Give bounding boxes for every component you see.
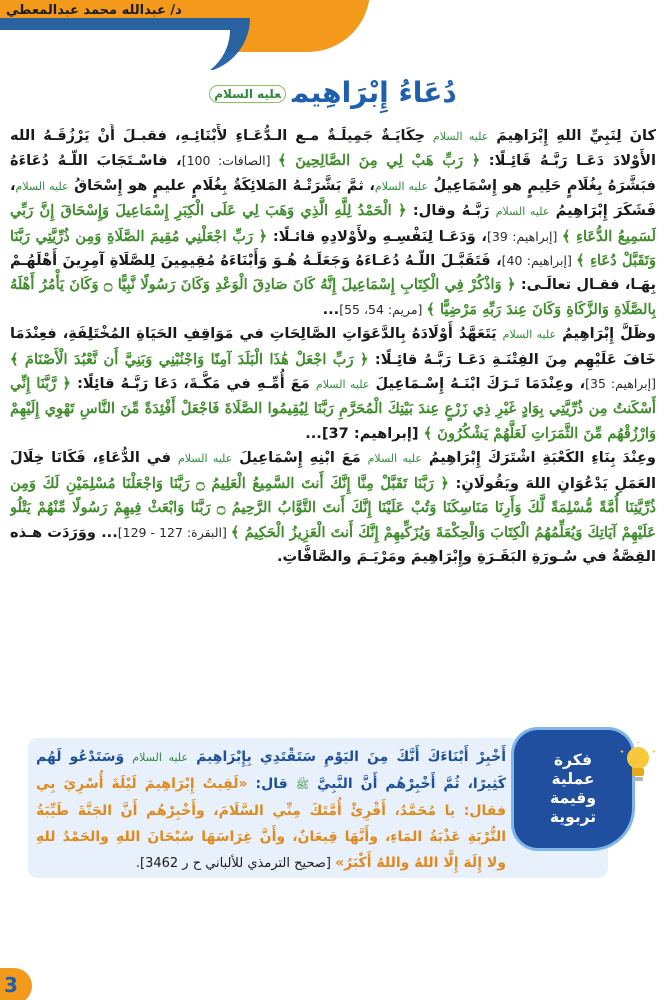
- text-run: كانَ لِنَبِيِّ اللهِ إِبْرَاهِيمَ: [488, 127, 656, 144]
- quran-verse: ﴿ رَبِّ اجْعَلْ هَٰذَا الْبَلَدَ آمِنًا وَاجْنُبْنِي وَبَنِيَّ أَن نَّعْبُدَ الْأَصْنَامَ ﴾: [10, 350, 369, 368]
- page-header: [0, 0, 666, 70]
- tip-box-text: [36, 744, 506, 877]
- story-paragraph: [10, 124, 656, 322]
- honorific: عليه السلام: [315, 378, 370, 392]
- text-run: ، فَتَقَبَّـلَ اللّـهُ دُعَـاءَهُ وَجَعَلَـهُ هُـوَ وَأَبْنَاءَهُ مُقِيمِينَ لِلصَّلَاةِ آمِرِينَ أَهْلَهُـمْ بِهَـا، فقـال تعالَـى:: [10, 252, 656, 294]
- honorific: عليه السلام: [367, 452, 422, 466]
- text-run: [إبراهيم: 37]: [321, 424, 424, 442]
- tip-badge: [514, 730, 632, 848]
- text-run: ...: [322, 300, 340, 318]
- text-run: ...: [305, 424, 322, 442]
- verse-reference: [إبراهيم: 40]: [501, 253, 577, 269]
- header-white-wave: [0, 30, 230, 70]
- verse-reference: [البقرة: 127 - 129]: [117, 524, 231, 540]
- quran-verse: ﴿ رَبِّ اجْعَلْنِي مُقِيمَ الصَّلَاةِ وَمِن ذُرِّيَّتِي رَبَّنَا وَتَقَبَّلْ دُعَاءِ ﴾: [10, 227, 656, 270]
- story-body: [10, 124, 656, 714]
- quran-verse: ﴿ الْحَمْدُ لِلَّهِ الَّذِي وَهَبَ لِي عَلَى الْكِبَرِ إِسْمَاعِيلَ وَإِسْحَاقَ إِنَّ رَبِّي لَسَمِيعُ الدُّعَاءِ ﴾: [10, 202, 656, 245]
- page-number-tab: [0, 968, 32, 1000]
- text-run: وعِنْدَ بِنَاءِ الكَعْبَةِ اشْتَرَكَ إِبْرَاهِيمُ: [421, 449, 656, 467]
- text-run: ، وعِنْدَمَا تَـرَكَ ابْنَـهُ إِسْـمَاعِيلَ: [369, 375, 586, 393]
- text-run: يَتَعَهَّدُ أَوْلَادَهُ بِالدَّعَوَاتِ الصَّالِحَاتِ في مَوَاقِفِ الحَيَاةِ المُخْتَلِفَةِ، فعِنْدَمَا خَافَ عَلَيْهِم مِنَ الفِتْنَـةِ دَعَـا رَبَّـهُ قائِـلًا:: [10, 325, 656, 368]
- honorific: عليه السلام: [15, 179, 69, 193]
- verse-reference: [إبراهيم: 35]: [585, 376, 656, 392]
- text-run: ... ووَرَدَت هـذه القِصَّةُ في سُـورَةِ البَقَـرَةِ وإِبْرَاهِيمَ ومَرْيَـمَ والصَّافَّاتِ.: [10, 523, 656, 565]
- title-area: [0, 76, 666, 109]
- page-title-text: دُعَاءُ إِبْرَاهِيم: [291, 76, 457, 109]
- text-run: ، وَدَعَـا لِنَفْسِـهِ ولأَوْلادِهِ قائـلًا:: [267, 227, 487, 245]
- honorific: عليه السلام: [132, 751, 189, 764]
- quran-verse: ﴿ وَاذْكُرْ فِي الْكِتَابِ إِسْمَاعِيلَ إِنَّهُ كَانَ صَادِقَ الْوَعْدِ وَكَانَ رَسُولًا نَّبِيًّا ۝ وَكَانَ يَأْمُرُ أَهْلَهُ بِالصَّلَاةِ وَالزَّكَاةِ وَكَانَ عِندَ رَبِّهِ مَرْضِيًّا ﴾: [10, 276, 656, 318]
- quran-verse: ﴿ رَبَّنَا تَقَبَّلْ مِنَّا إِنَّكَ أَنتَ السَّمِيعُ الْعَلِيمُ ۝ رَبَّنَا وَاجْعَلْنَا مُسْلِمَيْنِ لَكَ وَمِن ذُرِّيَّتِنَا أُمَّةً مُّسْلِمَةً لَّكَ وَأَرِنَا مَنَاسِكَنَا وَتُبْ عَلَيْنَا إِنَّكَ أَنتَ التَّوَّابُ الرَّحِيمُ ۝ رَبَّنَا وَابْعَثْ فِيهِمْ رَسُولًا مِّنْهُمْ يَتْلُو عَلَيْهِمْ آيَاتِكَ وَيُعَلِّمُهُمُ الْكِتَابَ وَالْحِكْمَةَ وَيُزَكِّيهِمْ إِنَّكَ أَنتَ الْعَزِيزُ الْحَكِيمُ ﴾: [10, 474, 656, 541]
- text-run: مَعَ ابْنِهِ إِسْمَاعِيلَ: [232, 449, 368, 467]
- text-run: ، فَشَكَرَ إِبْرَاهِيمُ: [10, 176, 656, 220]
- honorific: عليه السلام: [177, 452, 233, 466]
- story-paragraph: [10, 322, 656, 446]
- text-run: حِكَايَـةٌ جَمِيلَـةٌ مـع الـدُّعَـاءِ لأَبْنَائِـهِ، فقبـلَ أَنْ يَرْزُقَـهُ الله الأَوْلادَ دَعَـا رَبَّـهُ قَائِـلًا:: [10, 127, 656, 170]
- honorific-badge: عليه السلام: [209, 85, 286, 103]
- honorific: عليه السلام: [432, 130, 489, 143]
- verse-reference: [إبراهيم: 39]: [486, 228, 562, 244]
- lightbulb-icon: [620, 742, 656, 790]
- verse-reference: [مريم: 54، 55]: [339, 301, 427, 317]
- author-name: د/ عبدالله محمد عبدالمعطي: [6, 3, 182, 18]
- page-title: [209, 76, 457, 109]
- quran-verse: ﴿ رَبِّ هَبْ لِي مِنَ الصَّالِحِينَ ﴾: [278, 152, 481, 170]
- tip-badge-label: فكرة عملية وقيمة تربوية: [549, 751, 597, 826]
- text-run: رَبَّـهُ وقال:: [406, 202, 496, 220]
- text-run: ، ثمَّ بَشَّرَتْـهُ المَلائِكَةُ بِغُلَامٍ عليمٍ هو إِسْحَاقُ: [68, 176, 375, 194]
- verse-reference: [الصافات: 100]: [181, 153, 279, 169]
- text-run: قال:: [247, 776, 296, 792]
- honorific: ﷺ: [295, 778, 310, 791]
- text-run: مَعَ أُمِّـهِ في مَكَّـةَ، دَعَا رَبَّـهُ قائِلًا:: [70, 375, 316, 393]
- story-paragraph: [10, 446, 656, 569]
- hadith-text: «لَقِيتُ إِبْرَاهِيمَ لَيْلَةَ أُسْرِيَ بِي فقال: يا مُحَمَّدُ، أَقْرِئْ أُمَّتَكَ مِنِّي السَّلَامَ، وأَخْبِرْهُم أَنَّ الجَنَّةَ طَيِّبَةُ التُّرْبَةِ عَذْبَةُ المَاءِ، وأَنَّهَا قِيعَانٌ، وأَنَّ غِرَاسَهَا سُبْحَانَ اللهِ والحَمْدُ للهِ ولا إِلَهَ إِلَّا اللهُ واللهُ أَكْبَرُ»: [36, 776, 506, 871]
- text-run: في الدُّعَاءِ، فَكَانَا خِلَالَ العَمَلِ يَدْعُوَانِ اللهَ ويَقُولَانِ:: [10, 449, 656, 492]
- text-run: وَسَتَدْعُو لَهُم كَثِيرًا، ثُمَّ أَخْبِرْهُم أَنَّ النَّبِيَّ: [36, 749, 507, 792]
- text-run: أَخْبِرْ أَبْنَاءَكَ أَنَّكَ مِنَ اليَوْمِ سَتَقْتَدِي بِإِبْرَاهِيمَ: [188, 749, 507, 765]
- hadith-source: [صحيح الترمذي للألباني ح ر 3462].: [135, 856, 336, 871]
- honorific: عليه السلام: [495, 205, 550, 219]
- page-number: 3: [4, 973, 18, 997]
- honorific: عليه السلام: [374, 179, 428, 193]
- text-run: ، فاسْـتَجَابَ اللّـهُ دُعَاءَهُ فبَشَّرَهُ بِغُلَامٍ حَلِيمٍ هو إِسْمَاعِيلُ: [10, 152, 656, 194]
- text-run: وظَلَّ إِبْرَاهِيمُ: [556, 325, 656, 343]
- quran-verse: ﴿ رَّبَّنَا إِنِّي أَسْكَنتُ مِن ذُرِّيَّتِي بِوَادٍ غَيْرِ ذِي زَرْعٍ عِندَ بَيْتِكَ الْمُحَرَّمِ رَبَّنَا لِيُقِيمُوا الصَّلَاةَ فَاجْعَلْ أَفْئِدَةً مِّنَ النَّاسِ تَهْوِي إِلَيْهِمْ وَارْزُقْهُم مِّنَ الثَّمَرَاتِ لَعَلَّهُمْ يَشْكُرُونَ ﴾: [10, 375, 656, 442]
- honorific: عليه السلام: [502, 328, 557, 342]
